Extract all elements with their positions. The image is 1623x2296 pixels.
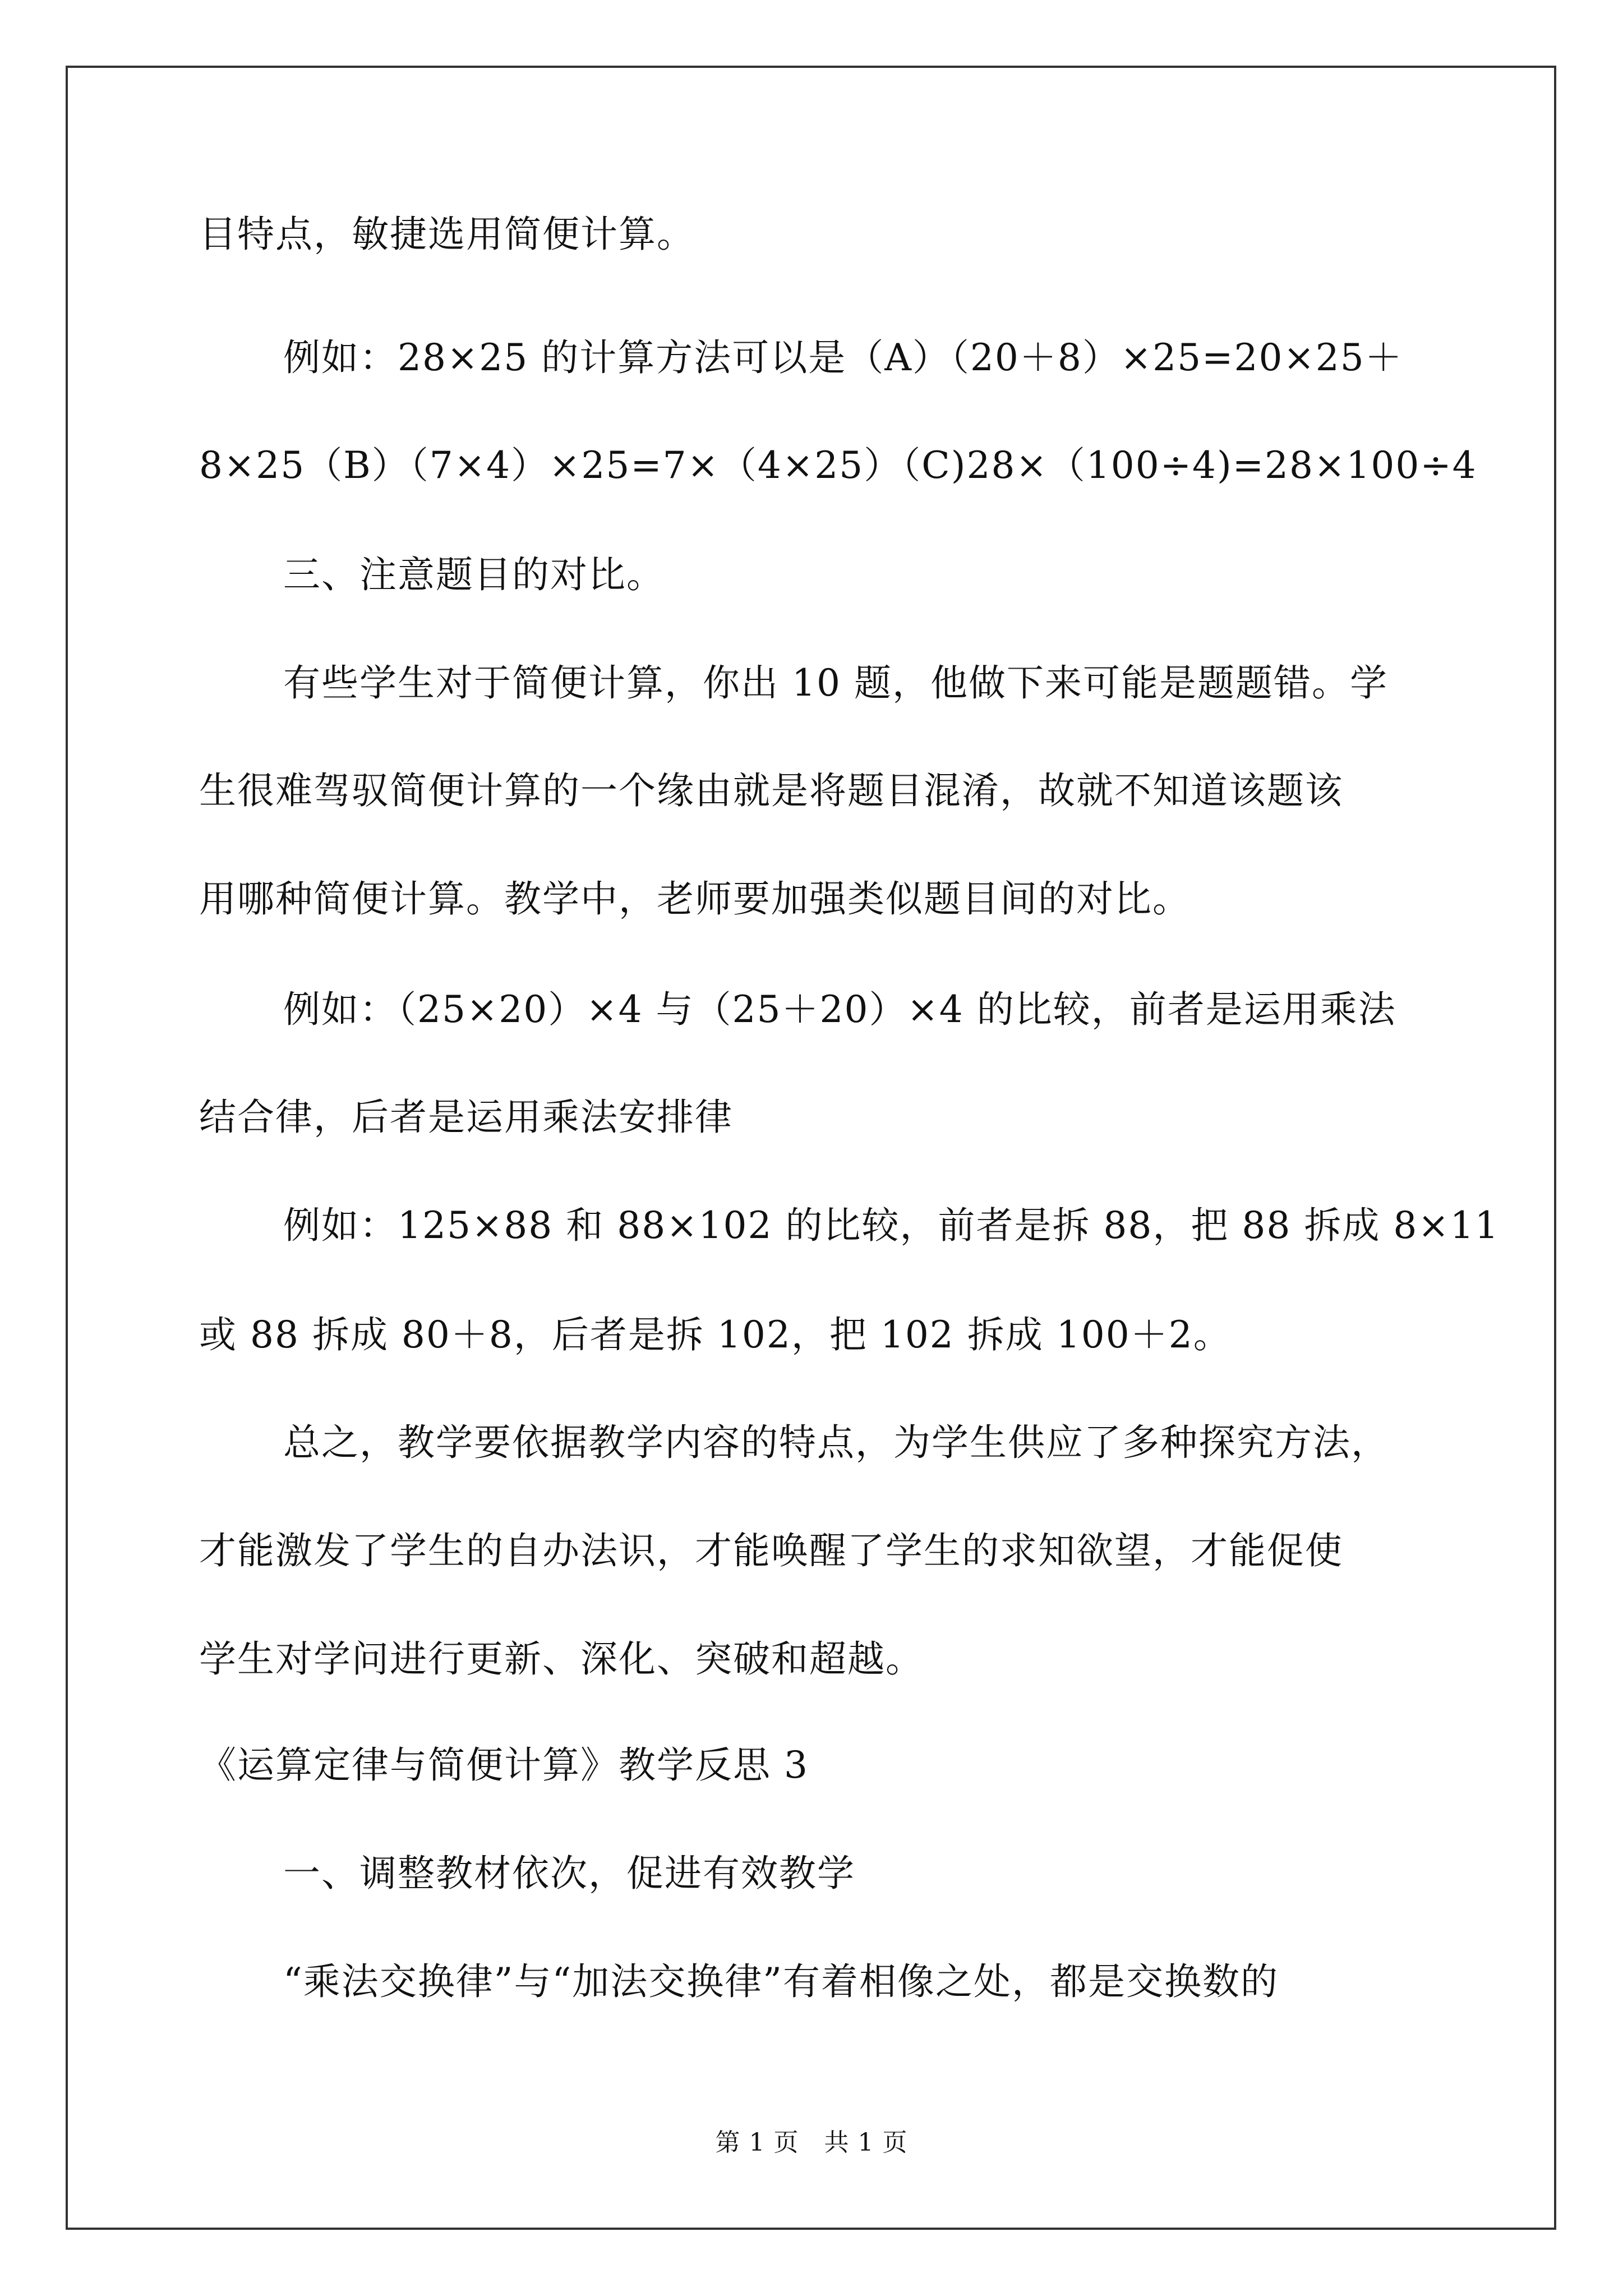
section-heading-1: 一、调整教材依次，促进有效教学 (283, 1852, 855, 1895)
text-line-5: 有些学生对于简便计算，你出 10 题，他做下来可能是题题错。学 (283, 661, 1388, 705)
article-title: 《运算定律与简便计算》教学反思 3 (199, 1743, 809, 1787)
text-line-1: 目特点，敏捷选用简便计算。 (199, 213, 695, 256)
text-line-14: 学生对学问进行更新、深化、突破和超越。 (199, 1637, 924, 1681)
text-line-11: 或 88 拆成 80＋8，后者是拆 102，把 102 拆成 100＋2。 (199, 1313, 1232, 1356)
text-line-8: 例如：（25×20）×4 与（25＋20）×4 的比较，前者是运用乘法 (283, 988, 1396, 1031)
text-line-13: 才能激发了学生的自办法识，才能唤醒了学生的求知欲望，才能促使 (199, 1529, 1343, 1572)
text-line-3: 8×25（B）（7×4）×25=7×（4×25）（C)28×（100÷4)=28×100÷4 (199, 444, 1477, 487)
page-footer: 第 1 页 共 1 页 (715, 2128, 908, 2157)
text-line-17: “乘法交换律”与“加法交换律”有着相像之处，都是交换数的 (283, 1960, 1279, 2003)
page-border (66, 66, 1556, 2230)
text-line-12: 总之，教学要依据教学内容的特点，为学生供应了多种探究方法， (283, 1421, 1389, 1464)
text-line-7: 用哪种简便计算。教学中，老师要加强类似题目间的对比。 (199, 877, 1191, 921)
text-line-10: 例如：125×88 和 88×102 的比较，前者是拆 88，把 88 拆成 8×11 (283, 1204, 1500, 1247)
text-line-9: 结合律，后者是运用乘法安排律 (199, 1096, 733, 1139)
text-line-2: 例如：28×25 的计算方法可以是（A）（20＋8）×25=20×25＋ (283, 336, 1403, 379)
section-heading-3: 三、注意题目的对比。 (283, 553, 665, 596)
text-line-6: 生很难驾驭简便计算的一个缘由就是将题目混淆，故就不知道该题该 (199, 769, 1343, 812)
